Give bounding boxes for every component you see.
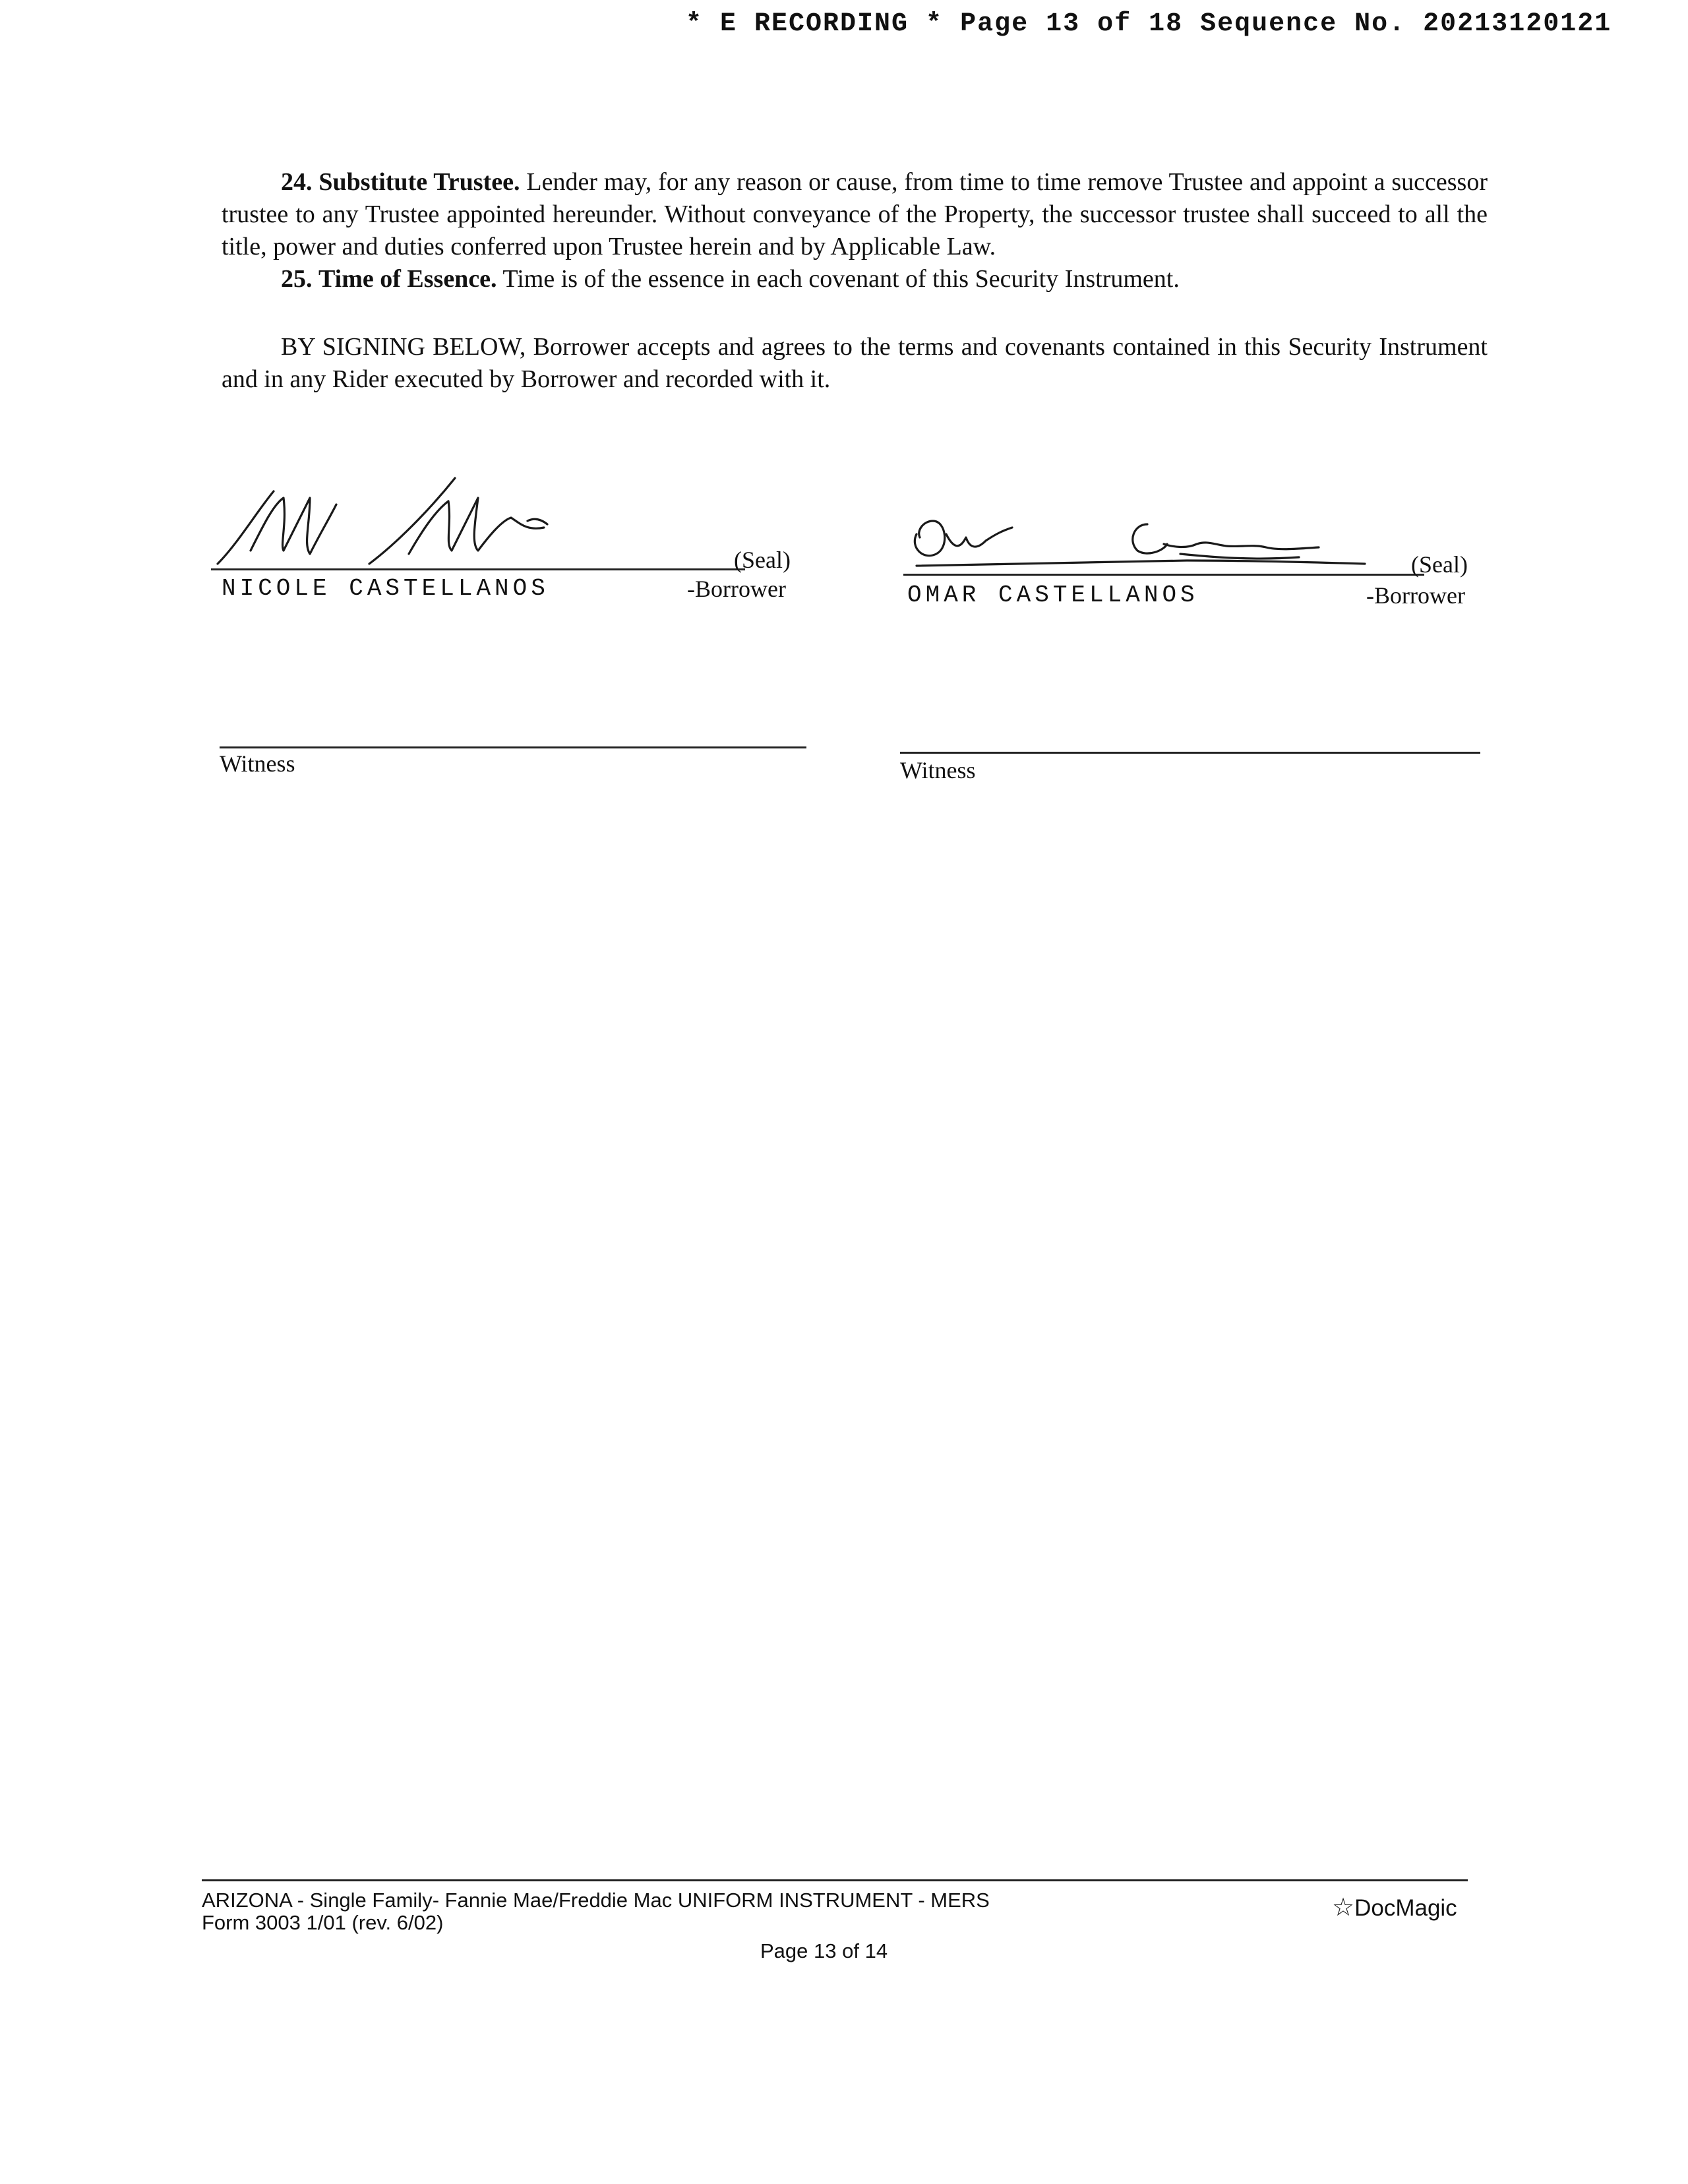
closing-statement-text: BY SIGNING BELOW, Borrower accepts and agrees to the terms and covenants contained in this Security Instrument and in any Rider executed by Borrower and recorded with it. <box>222 333 1488 393</box>
footer-form-number: Form 3003 1/01 (rev. 6/02) <box>202 1911 444 1934</box>
footer-form-title: ARIZONA - Single Family- Fannie Mae/Freddie Mac UNIFORM INSTRUMENT - MERS <box>202 1889 990 1912</box>
section-25-number: 25. <box>281 265 313 293</box>
witness-line-left <box>220 746 806 748</box>
section-24-number: 24. <box>281 168 313 196</box>
signature-omar <box>903 508 1418 574</box>
footer-brand-label: DocMagic <box>1354 1895 1457 1921</box>
witness-label-left: Witness <box>220 750 295 777</box>
section-24 <box>222 166 1488 263</box>
borrower-name-omar: OMAR CASTELLANOS <box>907 582 1199 609</box>
witness-label-right: Witness <box>900 757 976 783</box>
seal-label-nicole: (Seal) <box>734 547 791 573</box>
section-25 <box>222 263 1488 295</box>
seal-label-omar: (Seal) <box>1411 551 1468 578</box>
signature-nicole <box>211 471 580 570</box>
footer-page-label: Page 13 of 14 <box>760 1939 888 1962</box>
signature-omar-drawing <box>903 508 1418 574</box>
recording-stamp: * E RECORDING * Page 13 of 18 Sequence No. 20213120121 <box>686 9 1612 39</box>
borrower-name-nicole: NICOLE CASTELLANOS <box>222 575 549 602</box>
footer-rule <box>202 1879 1468 1881</box>
signature-line-omar <box>903 574 1424 576</box>
section-24-heading: Substitute Trustee. <box>318 168 520 196</box>
role-label-omar: -Borrower <box>1366 582 1465 609</box>
star-outline-icon: ☆ <box>1332 1894 1355 1922</box>
footer-brand <box>1332 1896 1457 1920</box>
signature-line-nicole <box>211 568 745 570</box>
closing-statement <box>222 331 1488 396</box>
section-24-text: Lender may, for any reason or cause, from time to time remove Trustee and appoint a successor trustee to any Trustee appointed hereunder. Without conveyance of the Property, the successor trustee shall succeed to all the title, power and duties conferred upon Trustee herein and by Applicable Law. <box>222 168 1488 260</box>
section-25-text: Time is of the essence in each covenant of this Security Instrument. <box>502 265 1180 293</box>
signature-nicole-drawing <box>211 471 580 570</box>
role-label-nicole: -Borrower <box>687 576 786 602</box>
witness-line-right <box>900 752 1480 754</box>
section-25-heading: Time of Essence. <box>318 265 497 293</box>
